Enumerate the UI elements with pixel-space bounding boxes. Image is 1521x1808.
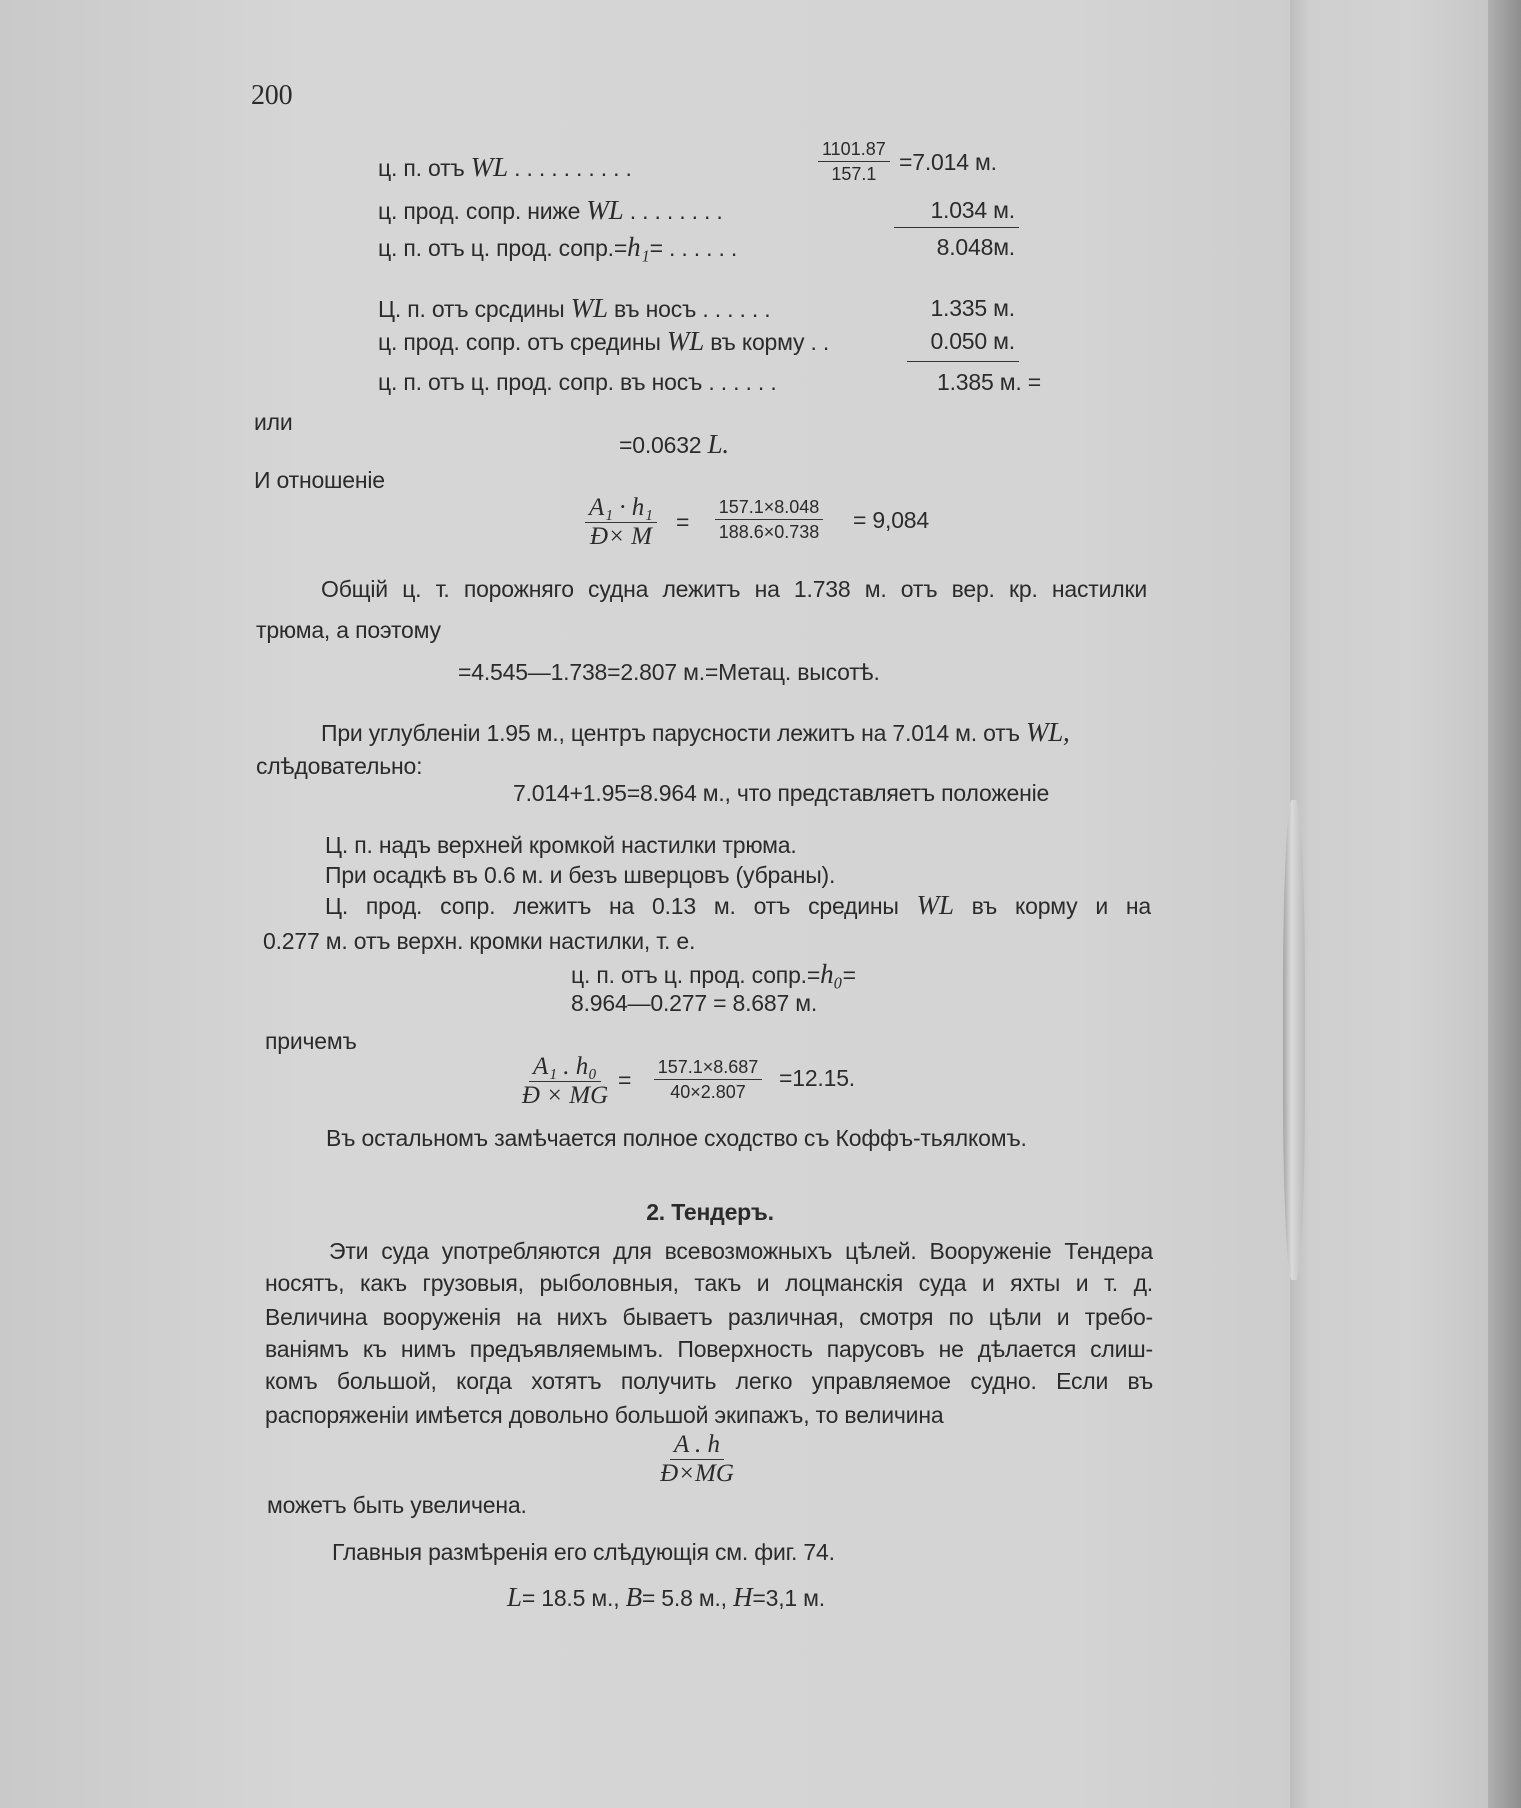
paragraph-line: Въ остальномъ замѣчается полное сходство съ Коффъ-тьялкомъ. (326, 1125, 1027, 1151)
paragraph-line: комъ большой, когда хотятъ получить легко управляемое судно. Если въ (265, 1368, 1153, 1394)
text: въ корму и на (953, 893, 1151, 919)
numerator: A₁ . h₀ (529, 1053, 601, 1082)
text: =0.0632 (619, 432, 708, 458)
leader-dots: . . . . . . . . (629, 198, 723, 224)
formula2-lhs (517, 1053, 613, 1110)
variable-wl: WL, (1025, 717, 1070, 747)
paragraph-line: носятъ, какъ грузовыя, рыболовныя, такъ и лоцманскія суда и яхты и т. д. (265, 1270, 1153, 1296)
text: ц. п. отъ (378, 155, 471, 181)
page-number: 200 (251, 80, 293, 111)
calc1-row1-value: =7.014 м. (899, 149, 997, 175)
text-prichem: причемъ (265, 1028, 357, 1054)
text: ц. п. отъ ц. прод. сопр.= (378, 235, 628, 261)
variable-l: L. (707, 429, 729, 459)
numerator: 157.1×8.687 (654, 1055, 763, 1080)
text: При углубленіи 1.95 м., центръ парусности лежитъ на 7.014 м. отъ (321, 720, 1026, 746)
paragraph-line: трюма, а поэтому (256, 617, 441, 643)
text: = 5.8 м., (641, 1585, 734, 1611)
text: =3,1 м. (752, 1585, 825, 1611)
paragraph-line: ваніямъ къ нимъ предъявляемымъ. Поверхность парусовъ не дѣлается слиш- (265, 1336, 1153, 1362)
denominator: 157.1 (831, 164, 877, 184)
text: въ корму . . (704, 329, 830, 355)
numerator: A₁ · h₁ (585, 494, 657, 523)
paragraph-line: распоряженіи имѣется довольно большой экипажъ, то величина (265, 1402, 944, 1428)
equals-sign: = (676, 509, 690, 535)
dimensions (507, 1583, 825, 1612)
text: ц. п. отъ ц. прод. сопр.= (571, 962, 821, 988)
denominator: 188.6×0.738 (718, 522, 820, 542)
text: = 18.5 м., (521, 1585, 626, 1611)
equation-h0 (571, 960, 856, 989)
formula2-rhs (645, 1055, 771, 1104)
page-gutter (1290, 0, 1490, 1808)
formula1-rhs (705, 495, 833, 544)
torn-page-edge (1283, 800, 1305, 1280)
denominator: Ɖ× M (590, 523, 652, 550)
text-ili: или (254, 409, 293, 435)
paragraph-line: При осадкѣ въ 0.6 м. и безъ шверцовъ (убраны). (325, 862, 836, 888)
calc2-row3: ц. п. отъ ц. прод. сопр. въ носъ . . . . . . (378, 369, 777, 395)
calc2-row1 (378, 294, 770, 323)
paragraph-line (321, 718, 1151, 747)
variable-wl: WL (570, 293, 608, 323)
calc1-row3-value: 8.048м. (936, 234, 1015, 260)
text: ц. прод. сопр. ниже (378, 198, 587, 224)
equation-position: 7.014+1.95=8.964 м., что представляетъ положеніе (513, 780, 1050, 806)
variable-b: B (625, 1582, 642, 1612)
calc2-row2-value: 0.050 м. (930, 328, 1015, 354)
numerator: 157.1×8.048 (715, 495, 824, 520)
fraction-cp (818, 137, 890, 186)
text-otnoshenie: И отношеніе (254, 467, 385, 493)
variable-h: H (733, 1582, 753, 1612)
leader-dots: = . . . . . . (649, 235, 738, 261)
denominator: Ɖ × MG (521, 1082, 609, 1109)
paragraph-line: Общій ц. т. порожняго судна лежитъ на 1.738 м. отъ вер. кр. настилки (321, 576, 1147, 602)
variable-h0: h₀ (820, 959, 843, 989)
calc1-row2 (378, 196, 723, 225)
text: Ц. прод. сопр. лежитъ на 0.13 м. отъ средины (325, 893, 917, 919)
sum-rule (894, 227, 1019, 228)
calc1-row3 (378, 233, 737, 262)
calc2-row1-value: 1.335 м. (930, 295, 1015, 321)
variable-wl: WL (470, 152, 508, 182)
variable-wl: WL (916, 891, 954, 919)
equals-sign: = (618, 1067, 632, 1093)
paragraph-line: Величина вооруженія на нихъ бываетъ различная, смотря по цѣли и требо- (265, 1304, 1153, 1330)
paragraph-line: можетъ быть увеличена. (267, 1492, 527, 1518)
formula1-result: = 9,084 (853, 507, 929, 533)
denominator: 40×2.807 (670, 1082, 746, 1102)
book-edge (1488, 0, 1521, 1808)
section-title: 2. Тендеръ. (646, 1199, 774, 1225)
paragraph-line: Главныя размѣренія его слѣдующія см. фиг. 74. (332, 1539, 835, 1565)
paragraph-line: слѣдовательно: (256, 753, 423, 779)
text: = (842, 962, 856, 988)
paragraph-line: 0.277 м. отъ верхн. кромки настилки, т. е. (263, 928, 696, 954)
numerator: A . h (670, 1431, 724, 1460)
paragraph-line (325, 891, 1151, 919)
variable-l: L (507, 1582, 522, 1612)
formula2-result: =12.15. (779, 1065, 855, 1091)
text: въ носъ . . . . . . (607, 296, 771, 322)
variable-wl: WL (586, 195, 624, 225)
equation-h0-value: 8.964—0.277 = 8.687 м. (571, 990, 818, 1016)
leader-dots: . . . . . . . . . . (514, 155, 632, 181)
calc2-row2 (378, 327, 829, 356)
sum-rule (907, 361, 1019, 362)
variable-wl: WL (666, 326, 705, 356)
ratio-l (619, 430, 729, 459)
equation-metacentric: =4.545—1.738=2.807 м.=Метац. высотѣ. (458, 659, 880, 685)
formula3 (648, 1431, 746, 1488)
variable-h1: h₁ (627, 232, 650, 262)
formula1-lhs (573, 494, 669, 551)
paragraph-line: Эти суда употребляются для всевозможныхъ цѣлей. Вооруженіе Тендера (329, 1238, 1153, 1264)
calc1-row1 (378, 153, 632, 182)
calc2-row3-value: 1.385 м. = (937, 369, 1041, 395)
numerator: 1101.87 (818, 137, 890, 162)
text: Ц. п. отъ срсдины (378, 296, 571, 322)
text: ц. прод. сопр. отъ средины (378, 329, 667, 355)
paragraph-line: Ц. п. надъ верхней кромкой настилки трюма. (325, 832, 797, 858)
calc1-row2-value: 1.034 м. (930, 197, 1015, 223)
denominator: Ɖ×MG (660, 1460, 734, 1487)
